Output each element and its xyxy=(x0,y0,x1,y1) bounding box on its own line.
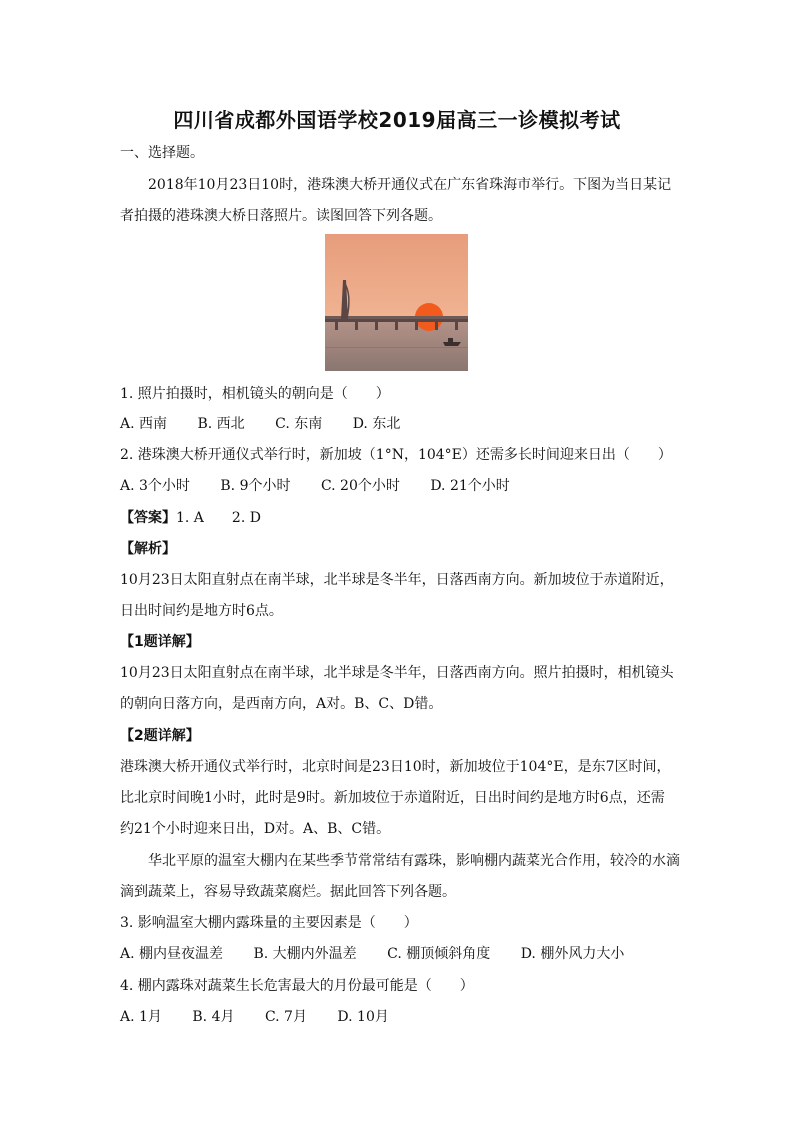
bridge-sunset-photo xyxy=(325,234,468,371)
detail2-label: 【2题详解】 xyxy=(120,728,200,744)
q4-option-c: C. 7月 xyxy=(264,1009,307,1025)
q2-option-b: B. 9个小时 xyxy=(220,478,291,494)
q4-option-d: D. 10月 xyxy=(337,1009,389,1025)
q1-option-b: B. 西北 xyxy=(197,416,245,432)
q2-option-d: D. 21个小时 xyxy=(430,478,510,494)
q3-option-c: C. 棚顶倾斜角度 xyxy=(387,946,491,962)
answer-label: 【答案】 xyxy=(120,510,176,526)
q4-option-a: A. 1月 xyxy=(120,1009,162,1025)
intro1-line1: 2018年10月23日10时，港珠澳大桥开通仪式在广东省珠海市举行。下图为当日某记 xyxy=(148,177,672,193)
analysis-line1: 10月23日太阳直射点在南半球，北半球是冬半年，日落西南方向。新加坡位于赤道附近， xyxy=(120,572,674,588)
section-heading: 一、选择题。 xyxy=(120,145,204,161)
detail2-line2: 比北京时间晚1小时，此时是9时。新加坡位于赤道附近，日出时间约是地方时6点，还需 xyxy=(120,790,665,806)
question-2: 2. 港珠澳大桥开通仪式举行时，新加坡（1°N，104°E）还需多长时间迎来日出（ ） xyxy=(120,447,672,463)
q1-option-c: C. 东南 xyxy=(275,416,323,432)
q2-option-a: A. 3个小时 xyxy=(120,478,190,494)
analysis-line2: 日出时间约是地方时6点。 xyxy=(120,603,283,619)
analysis-label: 【解析】 xyxy=(120,541,176,557)
question-2-options xyxy=(120,476,680,496)
q1-option-a: A. 西南 xyxy=(120,416,168,432)
answer-row xyxy=(120,508,680,528)
question-3: 3. 影响温室大棚内露珠量的主要因素是（ ） xyxy=(120,915,418,931)
question-4-options xyxy=(120,1007,680,1027)
question-1: 1. 照片拍摄时，相机镜头的朝向是（ ） xyxy=(120,386,390,402)
intro1-line2: 者拍摄的港珠澳大桥日落照片。读图回答下列各题。 xyxy=(120,208,442,224)
q3-option-b: B. 大棚内外温差 xyxy=(253,946,357,962)
question-3-options xyxy=(120,944,680,964)
answer-value: 1. A 2. D xyxy=(176,510,261,526)
detail2-line1: 港珠澳大桥开通仪式举行时，北京时间是23日10时，新加坡位于104°E，是东7区时间， xyxy=(120,759,671,775)
intro2-line2: 滴到蔬菜上，容易导致蔬菜腐烂。据此回答下列各题。 xyxy=(120,884,456,900)
q3-option-a: A. 棚内昼夜温差 xyxy=(120,946,224,962)
detail2-line3: 约21个小时迎来日出，D对。A、B、C错。 xyxy=(120,821,391,837)
q3-option-d: D. 棚外风力大小 xyxy=(520,946,625,962)
q1-option-d: D. 东北 xyxy=(352,416,401,432)
q4-option-b: B. 4月 xyxy=(192,1009,235,1025)
detail1-line2: 的朝向日落方向，是西南方向，A对。B、C、D错。 xyxy=(120,696,443,712)
q2-option-c: C. 20个小时 xyxy=(320,478,400,494)
detail1-label: 【1题详解】 xyxy=(120,634,200,650)
question-1-options xyxy=(120,414,680,434)
intro2-line1: 华北平原的温室大棚内在某些季节常常结有露珠，影响棚内蔬菜光合作用，较冷的水滴 xyxy=(148,853,680,869)
question-4: 4. 棚内露珠对蔬菜生长危害最大的月份最可能是（ ） xyxy=(120,978,474,994)
detail1-line1: 10月23日太阳直射点在南半球，北半球是冬半年，日落西南方向。照片拍摄时，相机镜头 xyxy=(120,665,674,681)
page-title: 四川省成都外国语学校2019届高三一诊模拟考试 xyxy=(173,108,621,132)
